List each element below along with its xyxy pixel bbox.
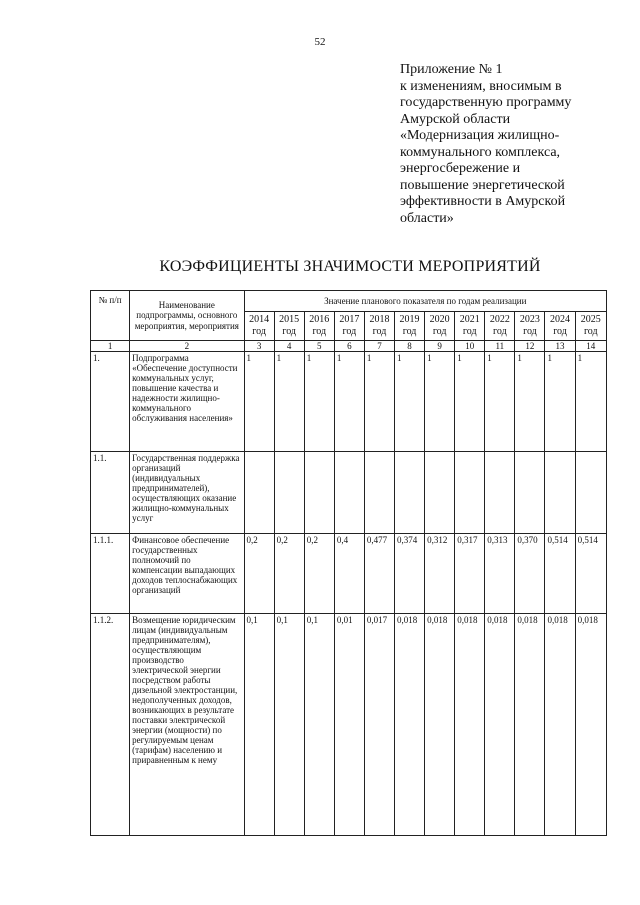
year-header: 2017 год (334, 312, 364, 341)
header-row (91, 291, 607, 312)
column-number: 12 (515, 341, 545, 352)
row-value: 0,018 (425, 614, 455, 836)
row-value: 0,1 (244, 614, 274, 836)
appendix-line: к изменениям, вносимым в (400, 78, 562, 94)
header-name: Наименование подпрограммы, основного мероприятия, мероприятия (130, 291, 244, 341)
year-header: 2014 год (244, 312, 274, 341)
table-row (91, 452, 607, 534)
year-header: 2015 год (274, 312, 304, 341)
row-value: 1 (274, 352, 304, 452)
column-number: 7 (364, 341, 394, 352)
header-values: Значение планового показателя по годам реализации (244, 291, 606, 312)
row-value (395, 452, 425, 534)
row-value: 1 (364, 352, 394, 452)
row-value: 1 (244, 352, 274, 452)
column-number: 5 (304, 341, 334, 352)
year-header: 2023 год (515, 312, 545, 341)
row-value (455, 452, 485, 534)
table-row (91, 614, 607, 836)
row-value: 0,514 (545, 534, 575, 614)
row-value: 0,018 (395, 614, 425, 836)
row-value: 0,018 (485, 614, 515, 836)
appendix-line: государственную программу (400, 95, 572, 110)
appendix-line: эффективности в Амурской (400, 194, 566, 209)
row-value: 0,018 (545, 614, 575, 836)
row-value: 0,477 (364, 534, 394, 614)
row-name: Подпрограмма «Обеспечение доступности коммунальных услуг, повышение качества и надежности жилищно-коммунального обслуживания населения» (130, 352, 244, 452)
row-value: 0,514 (575, 534, 606, 614)
row-name: Государственная поддержка организаций (индивидуальных предпринимателей), осуществляющих оказание жилищно-коммунальных услуг (130, 452, 244, 534)
column-number: 11 (485, 341, 515, 352)
row-name: Финансовое обеспечение государственных полномочий по компенсации выпадающих доходов теплоснабжающих организаций (130, 534, 244, 614)
row-number: 1. (91, 352, 130, 452)
row-value: 1 (545, 352, 575, 452)
row-value (334, 452, 364, 534)
row-value: 0,1 (304, 614, 334, 836)
row-value: 1 (425, 352, 455, 452)
appendix-note (400, 62, 600, 227)
row-value: 0,4 (334, 534, 364, 614)
column-number: 13 (545, 341, 575, 352)
appendix-line: Приложение № 1 (400, 62, 503, 77)
row-value (425, 452, 455, 534)
row-name: Возмещение юридическим лицам (индивидуальным предпринимателям), осуществляющим производство электрической энергии посредством работы дизельной электростанции, недополученных доходов, возникающих в результате поставки электрической энергии (мощности) по регулируемым ценам (тарифам) населению и приравненным к нему (130, 614, 244, 836)
row-value: 0,2 (304, 534, 334, 614)
table-row (91, 534, 607, 614)
row-value: 0,018 (515, 614, 545, 836)
year-header: 2020 год (425, 312, 455, 341)
row-number: 1.1.2. (91, 614, 130, 836)
row-number: 1.1.1. (91, 534, 130, 614)
appendix-line: повышение энергетической (400, 177, 565, 193)
year-header: 2021 год (455, 312, 485, 341)
column-number: 14 (575, 341, 606, 352)
year-header: 2019 год (395, 312, 425, 341)
row-value (274, 452, 304, 534)
year-header: 2025 год (575, 312, 606, 341)
column-number: 10 (455, 341, 485, 352)
page-number: 52 (314, 36, 326, 48)
row-value: 0,01 (334, 614, 364, 836)
row-value (485, 452, 515, 534)
appendix-line: «Модернизация жилищно- (400, 128, 560, 143)
document-title: КОЭФФИЦИЕНТЫ ЗНАЧИМОСТИ МЕРОПРИЯТИЙ (159, 258, 541, 275)
column-number: 3 (244, 341, 274, 352)
row-value: 0,2 (244, 534, 274, 614)
table-row (91, 352, 607, 452)
row-value: 1 (455, 352, 485, 452)
row-value: 0,317 (455, 534, 485, 614)
row-value: 0,018 (455, 614, 485, 836)
row-number: 1.1. (91, 452, 130, 534)
row-value: 0,313 (485, 534, 515, 614)
row-value: 0,374 (395, 534, 425, 614)
column-number-row (91, 341, 607, 352)
column-number: 1 (91, 341, 130, 352)
row-value: 1 (515, 352, 545, 452)
column-number: 9 (425, 341, 455, 352)
appendix-line: Амурской области (400, 111, 511, 127)
row-value: 1 (485, 352, 515, 452)
row-value: 0,312 (425, 534, 455, 614)
appendix-line: области» (400, 210, 454, 226)
row-value (304, 452, 334, 534)
column-number: 4 (274, 341, 304, 352)
row-value (545, 452, 575, 534)
appendix-line: энергосбережение и (400, 161, 521, 176)
column-number: 6 (334, 341, 364, 352)
year-header: 2024 год (545, 312, 575, 341)
row-value: 0,2 (274, 534, 304, 614)
row-value: 1 (304, 352, 334, 452)
row-value (515, 452, 545, 534)
row-value (244, 452, 274, 534)
row-value (364, 452, 394, 534)
column-number: 8 (395, 341, 425, 352)
column-number: 2 (130, 341, 244, 352)
row-value: 0,1 (274, 614, 304, 836)
appendix-line: коммунального комплекса, (400, 144, 561, 160)
row-value: 1 (575, 352, 606, 452)
coefficients-table (90, 290, 607, 836)
row-value: 1 (395, 352, 425, 452)
row-value: 0,018 (575, 614, 606, 836)
row-value (575, 452, 606, 534)
year-header: 2016 год (304, 312, 334, 341)
row-value: 0,370 (515, 534, 545, 614)
row-value: 1 (334, 352, 364, 452)
header-number: № п/п (91, 291, 130, 341)
row-value: 0,017 (364, 614, 394, 836)
year-header: 2018 год (364, 312, 394, 341)
year-header: 2022 год (485, 312, 515, 341)
